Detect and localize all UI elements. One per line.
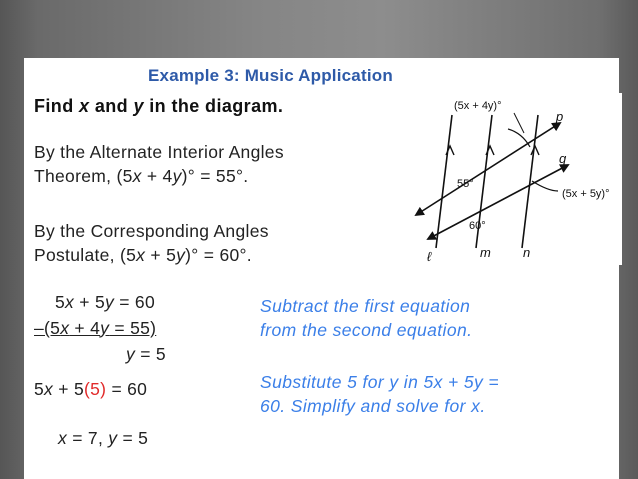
- step1-line2: from the second equation.: [260, 320, 473, 340]
- slide-title: Example 3: Music Application: [148, 66, 393, 85]
- label-line-m: m: [480, 245, 491, 260]
- theorem1-line1: By the Alternate Interior Angles: [34, 142, 284, 162]
- label-top-angle: (5x + 4y)°: [454, 100, 502, 112]
- step2-line2: 60. Simplify and solve for x.: [260, 396, 486, 416]
- equation-2: –(5x + 4y = 55): [34, 318, 157, 338]
- final-answer: x = 7, y = 5: [58, 428, 149, 448]
- step2-line1: Substitute 5 for y in 5x + 5y =: [260, 372, 500, 392]
- theorem1-line2: Theorem, (5x + 4y)° = 55°.: [34, 166, 249, 186]
- equation-4: 5x + 5(5) = 60: [34, 379, 148, 399]
- label-right-angle: (5x + 5y)°: [562, 188, 610, 200]
- label-line-p: p: [556, 109, 564, 124]
- label-angle-60: 60°: [469, 220, 486, 232]
- equation-3: y = 5: [126, 344, 166, 364]
- parallel-lines-diagram: [394, 93, 622, 265]
- label-angle-55: 55°: [457, 178, 474, 190]
- step1-line1: Subtract the first equation: [260, 296, 471, 316]
- equation-1: 5x + 5y = 60: [55, 292, 155, 312]
- problem-prompt: Find x and y in the diagram.: [34, 96, 284, 116]
- substituted-value: (5): [84, 379, 107, 399]
- theorem2-line2: Postulate, (5x + 5y)° = 60°.: [34, 245, 252, 265]
- theorem2-line1: By the Corresponding Angles: [34, 221, 269, 241]
- label-line-l: ℓ: [427, 249, 432, 264]
- label-line-q: q: [559, 151, 567, 166]
- label-line-n: n: [523, 245, 531, 260]
